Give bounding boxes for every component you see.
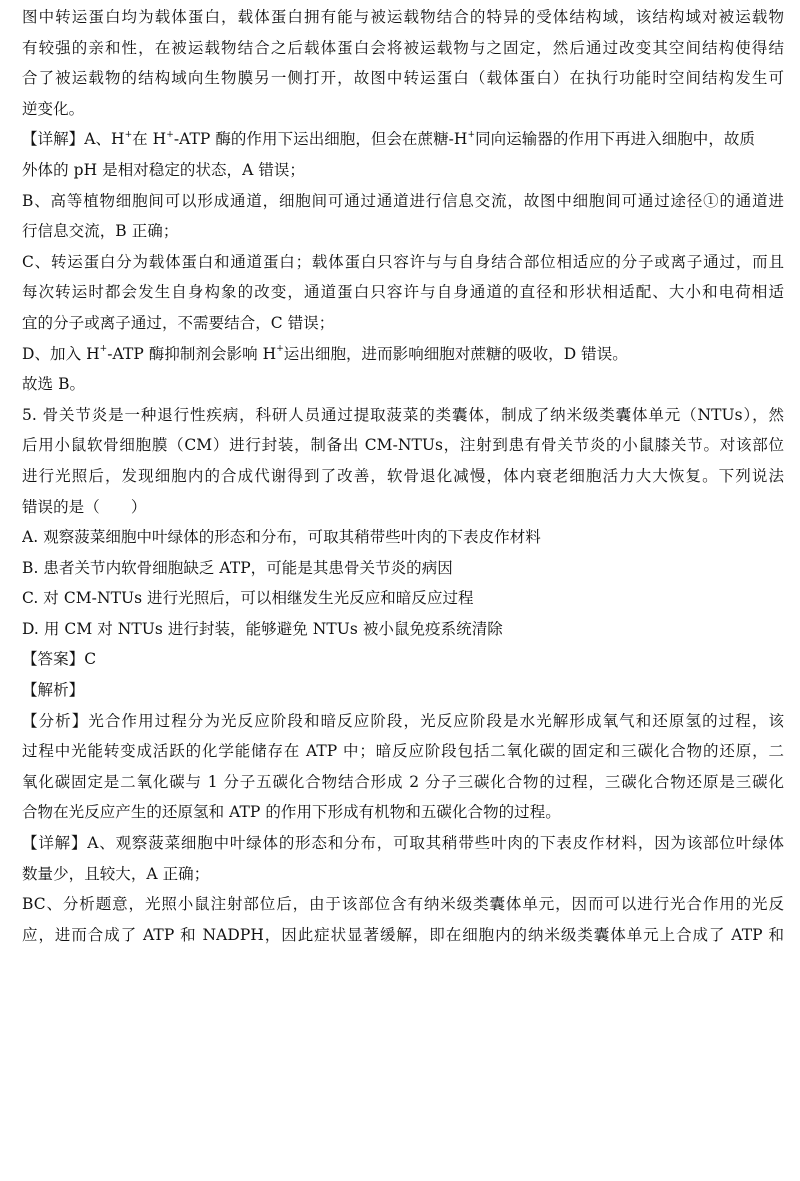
question-line: 错误的是（ ） (22, 497, 147, 516)
text-line: 逆变化。 (22, 99, 85, 118)
text-span: -ATP 酶的作用下运出细胞，但会在蔗糖-H (173, 130, 468, 149)
text-span: -ATP 酶抑制剂会影响 H (107, 344, 277, 363)
question-line: 5. 骨关节炎是一种退行性疾病，科研人员通过提取菠菜的类囊体，制成了纳米级类囊体单元（NTUs），然 (22, 405, 784, 424)
text-line: 应，进而合成了 ATP 和 NADPH，因此症状显著缓解，即在细胞内的纳米级类囊体单元上合成了 ATP 和 (22, 925, 784, 944)
option-d: D. 用 CM 对 NTUs 进行封装，能够避免 NTUs 被小鼠免疫系统清除 (22, 619, 503, 638)
text-line: 过程中光能转变成活跃的化学能储存在 ATP 中；暗反应阶段包括二氧化碳的固定和三碳化合物的还原，二 (22, 742, 784, 761)
text-line: 外体的 pH 是相对稳定的状态，A 错误； (22, 160, 305, 179)
text-line: 合了被运载物的结构域向生物膜另一侧打开，故图中转运蛋白（载体蛋白）在执行功能时空间结构发生可 (22, 69, 784, 88)
option-a: A. 观察菠菜细胞中叶绿体的形态和分布，可取其稍带些叶肉的下表皮作材料 (22, 528, 541, 547)
text-span: 同向运输器的作用下再进入细胞中，故质 (475, 130, 755, 149)
text-span: 【详解】A、H (22, 130, 125, 149)
text-span: D、加入 H (22, 344, 100, 363)
text-line: C、转运蛋白分为载体蛋白和通道蛋白；载体蛋白只容许与与自身结合部位相适应的分子或离子通过，而且 (22, 252, 784, 271)
text-line: BC、分析题意，光照小鼠注射部位后，由于该部位含有纳米级类囊体单元，因而可以进行光合作用的光反 (22, 895, 784, 914)
detail-line-d (22, 339, 784, 370)
superscript-plus: + (276, 344, 284, 355)
text-line: 行信息交流，B 正确； (22, 222, 179, 241)
answer-line: 【答案】C (22, 650, 97, 669)
text-span: 运出细胞，进而影响细胞对蔗糖的吸收，D 错误。 (283, 344, 628, 363)
question-line: 后用小鼠软骨细胞膜（CM）进行封装，制备出 CM-NTUs，注射到患有骨关节炎的小鼠膝关节。对该部位 (22, 436, 784, 455)
text-line: 故选 B。 (22, 375, 86, 394)
text-span: 在 H (132, 130, 167, 149)
superscript-plus: + (124, 130, 133, 141)
superscript-plus: + (467, 130, 476, 141)
superscript-plus: + (166, 130, 174, 141)
document-page (22, 2, 784, 950)
text-line: 【分析】光合作用过程分为光反应阶段和暗反应阶段，光反应阶段是水光解形成氧气和还原氢的过程，该 (22, 711, 784, 730)
text-line: 宜的分子或离子通过，不需要结合，C 错误； (22, 313, 335, 332)
text-line: 数量少，且较大，A 正确； (22, 864, 210, 883)
text-line: 图中转运蛋白均为载体蛋白，载体蛋白拥有能与被运载物结合的特异的受体结构域，该结构域对被运载物 (22, 8, 784, 26)
text-line: 有较强的亲和性，在被运载物结合之后载体蛋白会将被运载物与之固定，然后通过改变其空间结构使得结 (22, 38, 784, 57)
question-line: 进行光照后，发现细胞内的合成代谢得到了改善，软骨退化减慢，体内衰老细胞活力大大恢复。下列说法 (22, 466, 784, 485)
detail-line-a (22, 124, 784, 155)
text-line: 合物在光反应产生的还原氢和 ATP 的作用下形成有机物和五碳化合物的过程。 (22, 803, 561, 822)
text-line: B、高等植物细胞间可以形成通道，细胞间可通过通道进行信息交流，故图中细胞间可通过途径①的通道进 (22, 191, 784, 210)
option-c: C. 对 CM-NTUs 进行光照后，可以相继发生光反应和暗反应过程 (22, 589, 474, 608)
text-line: 【详解】A、观察菠菜细胞中叶绿体的形态和分布，可取其稍带些叶肉的下表皮作材料，因为该部位叶绿体 (22, 834, 784, 853)
analysis-heading: 【解析】 (22, 681, 85, 700)
text-line: 每次转运时都会发生自身构象的改变，通道蛋白只容许与自身通道的直径和形状相适配、大小和电荷相适 (22, 283, 784, 302)
option-b: B. 患者关节内软骨细胞缺乏 ATP，可能是其患骨关节炎的病因 (22, 558, 453, 577)
superscript-plus: + (99, 344, 108, 355)
text-line: 氧化碳固定是二氧化碳与 1 分子五碳化合物结合形成 2 分子三碳化合物的过程，三碳化合物还原是三碳化 (22, 772, 784, 791)
